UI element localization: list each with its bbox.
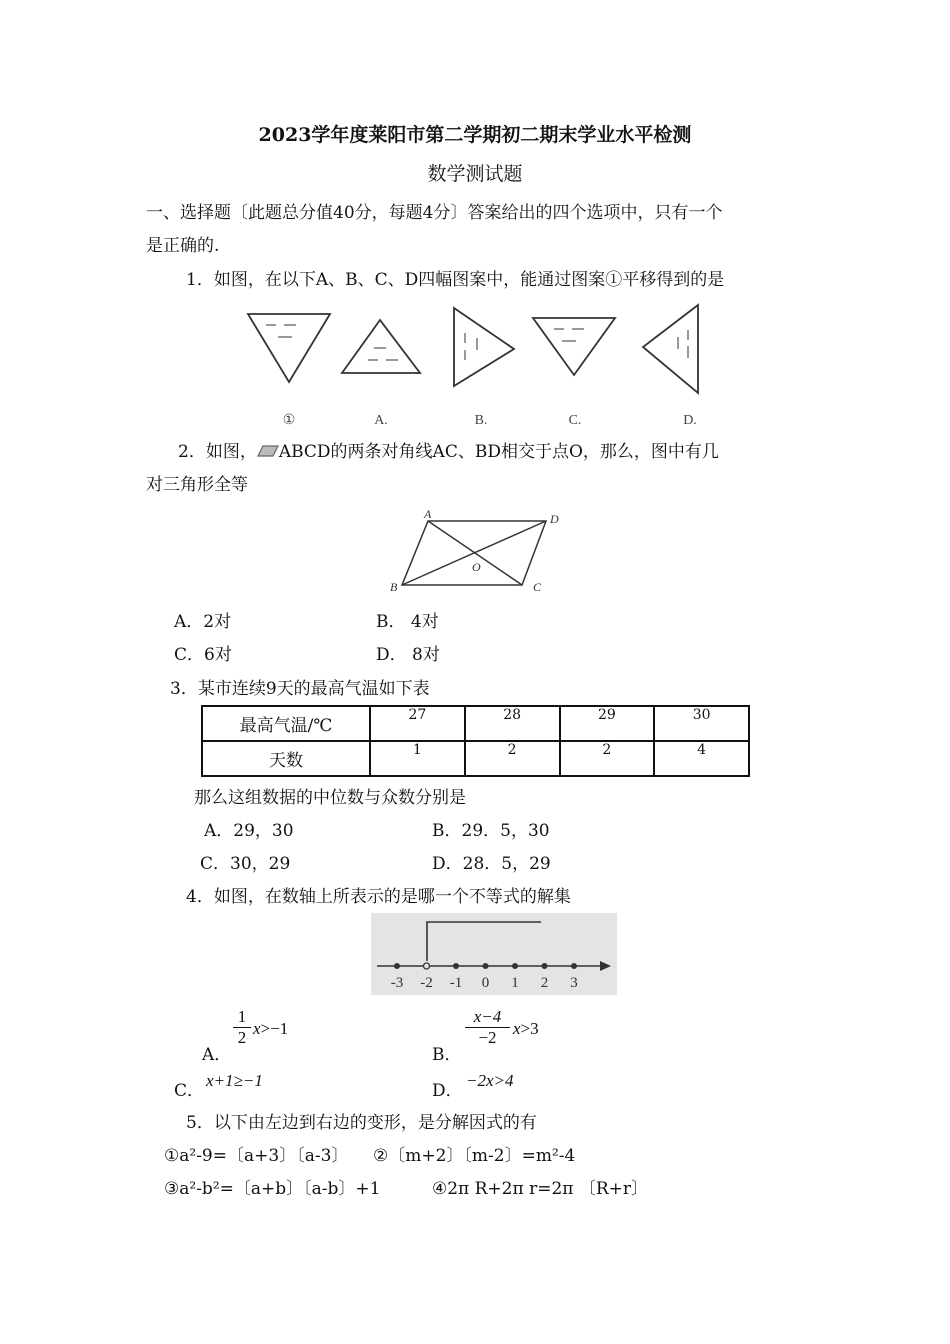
tick-label: -2: [420, 975, 433, 991]
section-heading-cont: 是正确的.: [146, 236, 220, 256]
item-1: ①a²-9=〔a+3〕〔a-3〕: [164, 1146, 349, 1166]
table-row: [202, 741, 749, 776]
table-cell: 29: [560, 706, 655, 741]
tick-label: -1: [449, 975, 463, 991]
point-c: C: [533, 580, 542, 594]
option-d-letter[interactable]: D．: [432, 1081, 463, 1101]
tick-label: 0: [481, 975, 490, 991]
question-2-rest: ABCD的两条对角线AC、BD相交于点O，那么，图中有几: [278, 442, 719, 462]
question-2-text: [178, 437, 719, 462]
option-a[interactable]: A．29，30: [204, 821, 294, 841]
number-line-point: [512, 963, 518, 969]
shape-c: [533, 318, 615, 375]
table-cell: 4: [654, 741, 749, 776]
option-b-letter[interactable]: B．: [432, 1045, 462, 1065]
page-subtitle: 数学测试题: [427, 163, 523, 185]
number-line-point: [483, 963, 489, 969]
number-line-figure: [371, 913, 617, 995]
question-4-text: 4．如图，在数轴上所表示的是哪一个不等式的解集: [186, 887, 571, 907]
option-c-expression: x+1≥−1: [206, 1071, 263, 1090]
table-header-days: 天数: [202, 741, 370, 776]
number-line-point: [542, 963, 548, 969]
label-b: B.: [474, 413, 488, 428]
question-3-text: 3．某市连续9天的最高气温如下表: [170, 679, 430, 699]
question-2-text-cont: 对三角形全等: [146, 475, 248, 495]
tick-label: 2: [540, 975, 549, 991]
item-4: ④2π R+2π r=2π 〔R+r〕: [432, 1179, 649, 1199]
option-a-expression: x>−1: [253, 1019, 289, 1038]
parallelogram-figure: [382, 505, 572, 597]
option-b[interactable]: B． 4对: [376, 612, 439, 632]
option-b[interactable]: B．29．5，30: [432, 821, 550, 841]
option-a-letter[interactable]: A．: [202, 1045, 232, 1065]
option-b-fraction: $\frac{x-4}{-2}$: [465, 1007, 510, 1048]
question-3-question: 那么这组数据的中位数与众数分别是: [194, 788, 466, 808]
shape-a: [342, 320, 420, 373]
option-a-fraction: $\frac{1}{2}$: [233, 1007, 251, 1048]
section-heading: 一、选择题〔此题总分值40分，每题4分〕答案给出的四个选项中，只有一个: [146, 203, 723, 223]
label-c: C.: [568, 413, 582, 428]
tick-label: -3: [390, 975, 404, 991]
option-d[interactable]: D． 8对: [376, 645, 440, 665]
table-header-temp: 最高气温/℃: [202, 706, 370, 741]
table-cell: 2: [465, 741, 560, 776]
label-original: ①: [282, 413, 296, 428]
option-d[interactable]: D．28．5，29: [432, 854, 551, 874]
option-c-letter[interactable]: C．: [174, 1081, 205, 1101]
temperature-table: [201, 705, 750, 777]
label-d: D.: [683, 413, 697, 428]
option-d-expression: −2x>4: [466, 1071, 514, 1090]
shape-b: [454, 308, 514, 386]
page-title: 2023学年度莱阳市第二学期初二期末学业水平检测: [258, 124, 692, 146]
item-3: ③a²-b²=〔a+b〕〔a-b〕+1: [164, 1179, 381, 1199]
number-line-point: [394, 963, 400, 969]
number-line-point: [424, 963, 430, 969]
shape-original: [248, 314, 330, 382]
shape-d: [643, 305, 698, 393]
point-d: D: [550, 512, 559, 526]
table-row: [202, 706, 749, 741]
item-2: ②〔m+2〕〔m-2〕=m²-4: [373, 1146, 576, 1166]
tick-label: 1: [511, 975, 519, 991]
table-cell: 1: [370, 741, 465, 776]
table-cell: 2: [560, 741, 655, 776]
question-1-figure: [240, 300, 710, 435]
point-b: B: [390, 580, 398, 594]
number-line-point: [453, 963, 459, 969]
table-cell: 28: [465, 706, 560, 741]
point-o: O: [472, 560, 481, 574]
question-5-text: 5．以下由左边到右边的变形，是分解因式的有: [186, 1113, 537, 1133]
number-line-point: [571, 963, 577, 969]
option-c[interactable]: C．30，29: [200, 854, 291, 874]
point-a: A: [424, 507, 432, 521]
option-c[interactable]: C．6对: [174, 645, 232, 665]
question-1-text: 1．如图，在以下A、B、C、D四幅图案中，能通过图案①平移得到的是: [186, 270, 725, 290]
tick-label: 3: [570, 975, 578, 991]
parallelogram-icon: [257, 444, 279, 458]
table-cell: 30: [654, 706, 749, 741]
label-a: A.: [374, 413, 388, 428]
question-2-prefix: 2．如图，: [178, 442, 257, 462]
table-cell: 27: [370, 706, 465, 741]
option-b-expression: x>3: [513, 1019, 539, 1038]
option-a[interactable]: A．2对: [174, 612, 232, 632]
